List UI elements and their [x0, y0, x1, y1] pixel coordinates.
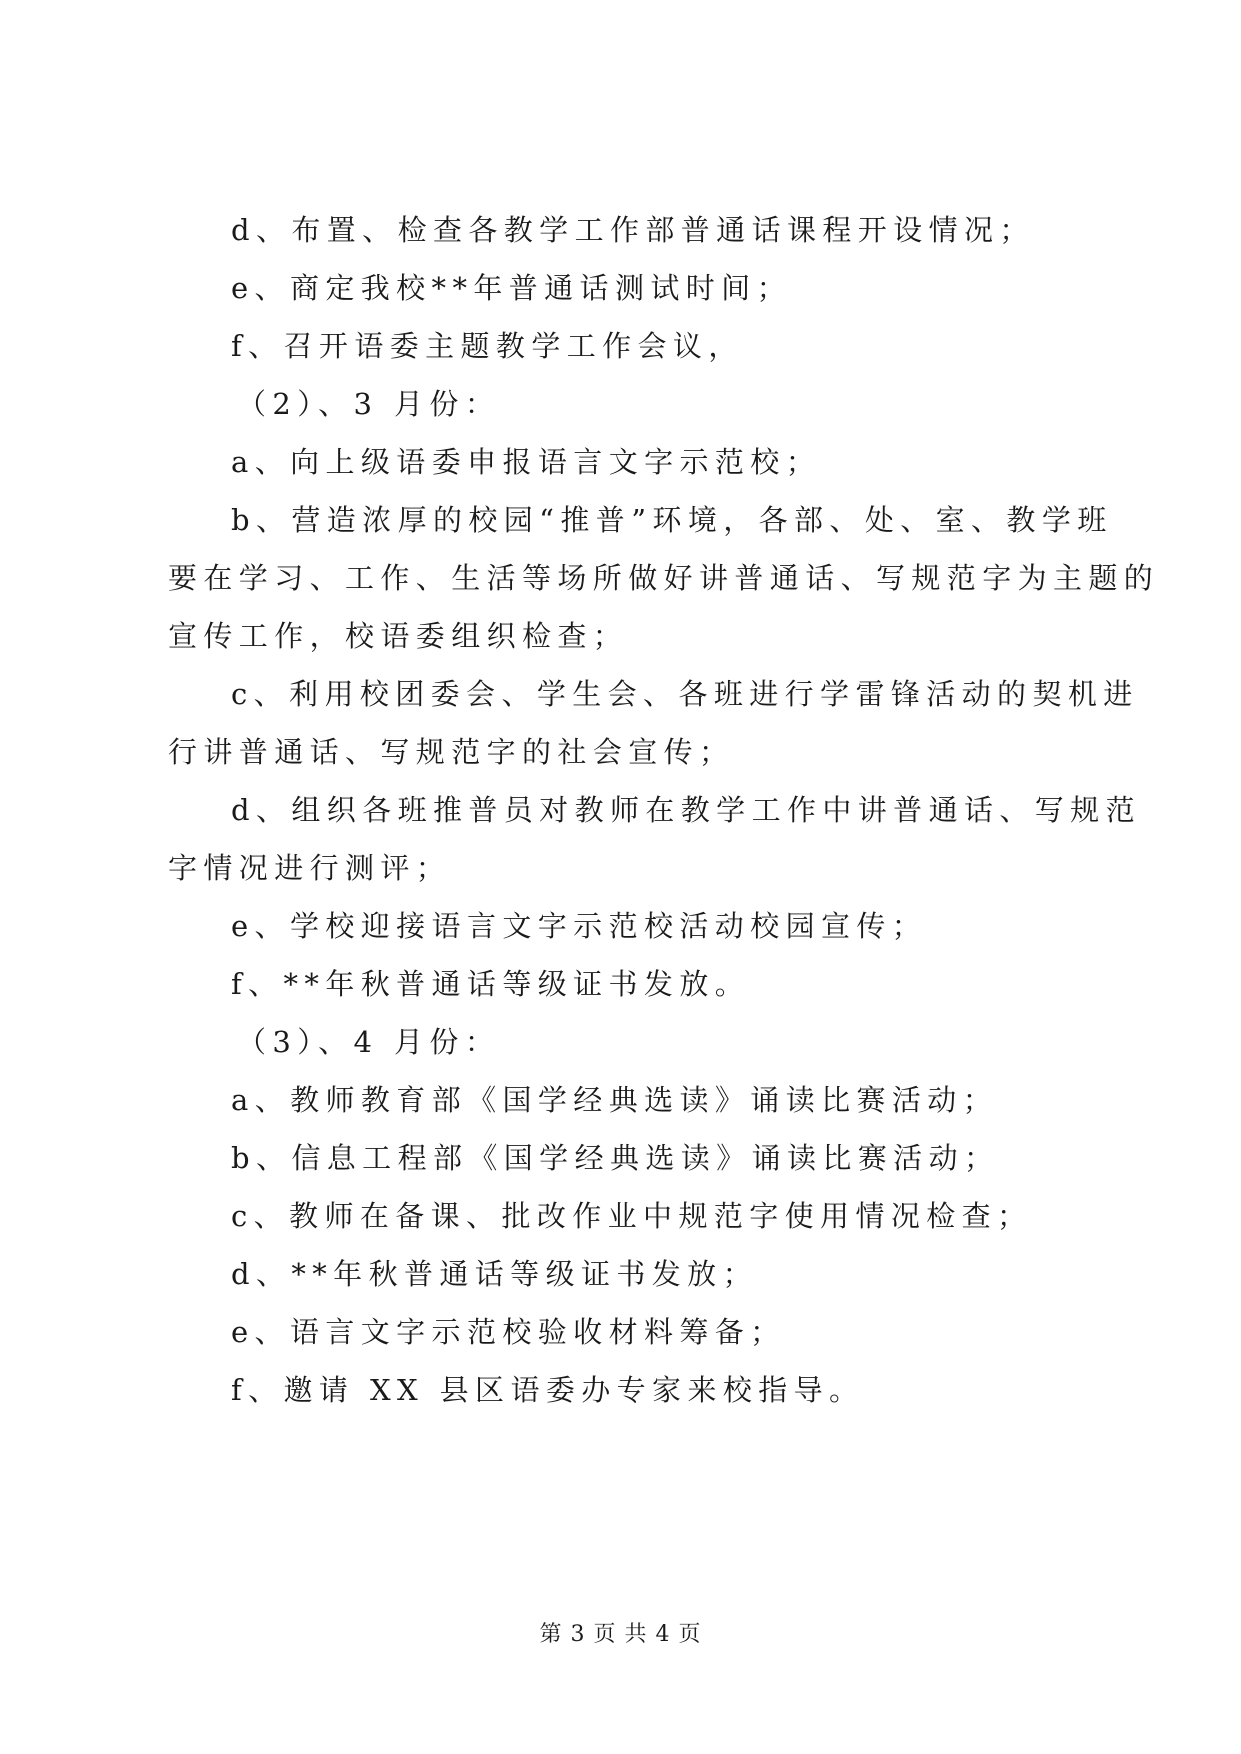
paragraph-line: d、布置、检查各教学工作部普通话课程开设情况； — [231, 213, 1035, 247]
paragraph-line: f、**年秋普通话等级证书发放。 — [231, 967, 751, 1001]
page-number-footer: 第 3 页 共 4 页 — [539, 1622, 702, 1647]
paragraph-line: 要在学习、工作、生活等场所做好讲普通话、写规范字为主题的 — [168, 561, 1160, 595]
paragraph-line: d、组织各班推普员对教师在教学工作中讲普通话、写规范 — [231, 793, 1141, 827]
paragraph-line: c、教师在备课、批改作业中规范字使用情况检查； — [231, 1199, 1033, 1233]
paragraph-line: 字情况进行测评； — [168, 851, 452, 885]
paragraph-line: 宣传工作，校语委组织检查； — [168, 619, 629, 653]
paragraph-line: c、利用校团委会、学生会、各班进行学雷锋活动的契机进 — [231, 677, 1139, 711]
section-heading: （2）、3 月份： — [237, 387, 501, 421]
paragraph-line: a、教师教育部《国学经典选读》诵读比赛活动； — [231, 1083, 999, 1117]
paragraph-line: f、召开语委主题教学工作会议， — [231, 329, 744, 363]
paragraph-line: b、营造浓厚的校园“推普”环境，各部、处、室、教学班 — [231, 503, 1113, 537]
paragraph-line: e、学校迎接语言文字示范校活动校园宣传； — [231, 909, 928, 943]
paragraph-line: f、邀请 XX 县区语委办专家来校指导。 — [231, 1373, 865, 1407]
paragraph-line: a、向上级语委申报语言文字示范校； — [231, 445, 822, 479]
paragraph-line: d、**年秋普通话等级证书发放； — [231, 1257, 758, 1291]
paragraph-line: e、商定我校**年普通话测试时间； — [231, 271, 792, 305]
paragraph-line: e、语言文字示范校验收材料筹备； — [231, 1315, 786, 1349]
paragraph-line: b、信息工程部《国学经典选读》诵读比赛活动； — [231, 1141, 1000, 1175]
section-heading: （3）、4 月份： — [237, 1025, 501, 1059]
paragraph-line: 行讲普通话、写规范字的社会宣传； — [168, 735, 735, 769]
